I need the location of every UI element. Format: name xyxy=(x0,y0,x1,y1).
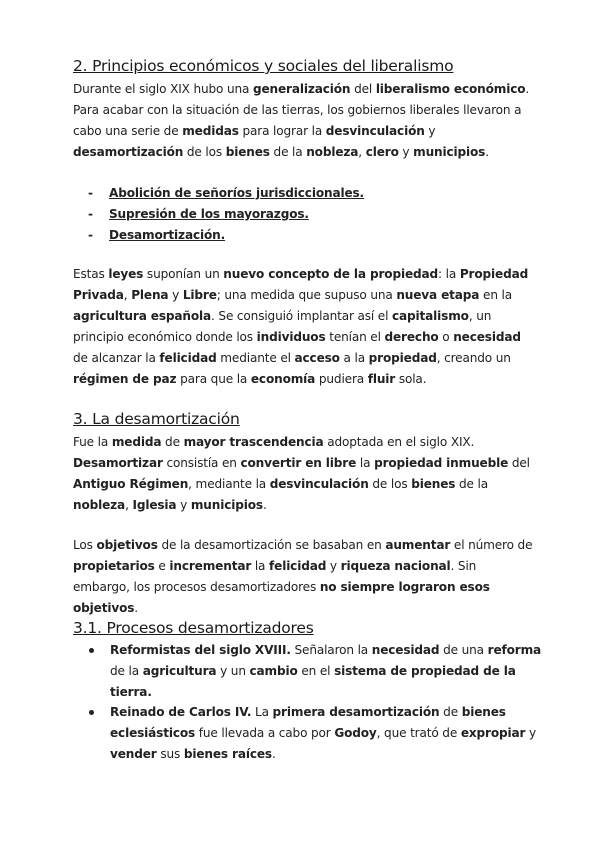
text-run: y xyxy=(326,559,341,573)
text-run: y xyxy=(168,288,183,302)
text-run: de la xyxy=(269,145,307,159)
bold-text: expropiar xyxy=(460,726,526,740)
bold-text: Iglesia xyxy=(132,498,177,512)
list-item-abolicion: - Abolición de señoríos jurisdiccionales. xyxy=(88,183,364,204)
bold-text: propietarios xyxy=(73,559,155,573)
text-run: Fue la xyxy=(73,435,112,449)
text-run: . Se consiguió implantar así el xyxy=(211,309,392,323)
bold-text: fluir xyxy=(367,372,396,386)
bold-text: municipios xyxy=(190,498,263,512)
text-run: Los xyxy=(73,538,97,552)
text-run: , que trató de xyxy=(376,726,461,740)
text-run: . xyxy=(271,747,276,761)
bold-text: no siempre lograron esos objetivos xyxy=(73,580,490,615)
bold-text: incrementar xyxy=(169,559,252,573)
text-run: de xyxy=(161,435,184,449)
list-item-supresion: - Supresión de los mayorazgos. xyxy=(88,204,364,225)
bold-text: Plena xyxy=(131,288,169,302)
bold-text: municipios xyxy=(413,145,486,159)
bold-text: derecho xyxy=(384,330,439,344)
text-run: , xyxy=(123,288,132,302)
heading-desamortizacion: 3. La desamortización xyxy=(73,410,240,428)
text-run: , creando un xyxy=(436,351,511,365)
paragraph-generalizacion xyxy=(73,79,533,163)
text-run: adoptada en el siglo XIX. xyxy=(323,435,475,449)
bold-text: bienes xyxy=(411,477,456,491)
text-run: , xyxy=(125,498,133,512)
bold-text: bienes eclesiásticos xyxy=(110,705,506,740)
bold-text: acceso xyxy=(294,351,340,365)
text-run: sus xyxy=(156,747,184,761)
bold-text: clero xyxy=(365,145,399,159)
bold-text: necesidad xyxy=(371,643,440,657)
paragraph-leyes xyxy=(73,264,533,390)
text-run: la xyxy=(356,456,375,470)
heading-procesos: 3.1. Procesos desamortizadores xyxy=(73,619,314,637)
list-item-desamortizacion: - Desamortización. xyxy=(88,225,364,246)
bold-text: aumentar xyxy=(385,538,451,552)
text-run: de los xyxy=(368,477,412,491)
bold-text: capitalismo xyxy=(391,309,469,323)
bullet-carlos-iv xyxy=(88,702,550,765)
bold-text: felicidad xyxy=(159,351,217,365)
bold-text: liberalismo económico xyxy=(375,82,526,96)
bold-text: primera desamortización xyxy=(272,705,440,719)
text-run: : la xyxy=(438,267,460,281)
measures-list xyxy=(88,183,364,246)
text-run: y xyxy=(398,145,414,159)
bold-text: objetivos xyxy=(96,538,158,552)
text-run: del xyxy=(508,456,530,470)
text-run: fue llevada a cabo por xyxy=(195,726,335,740)
text-run: , mediante la xyxy=(188,477,270,491)
text-run: de alcanzar la xyxy=(73,351,160,365)
text-run: a la xyxy=(339,351,369,365)
text-run: de la xyxy=(110,664,143,678)
bold-text: riqueza nacional xyxy=(340,559,451,573)
bold-text: desvinculación xyxy=(325,124,425,138)
bold-text: vender xyxy=(110,747,157,761)
bold-text: desvinculación xyxy=(269,477,369,491)
bold-text: agricultura española xyxy=(73,309,212,323)
bold-text: Libre xyxy=(182,288,217,302)
text-run: o xyxy=(438,330,454,344)
bullet-reformistas xyxy=(88,640,550,703)
bold-text: agricultura xyxy=(142,664,217,678)
bold-text: necesidad xyxy=(453,330,521,344)
bold-text: nueva etapa xyxy=(396,288,480,302)
bold-text: medidas xyxy=(182,124,239,138)
text-run: , xyxy=(358,145,366,159)
text-run: de los xyxy=(183,145,226,159)
text-run: Señalaron la xyxy=(290,643,372,657)
text-run: e xyxy=(154,559,170,573)
text-run: . xyxy=(262,498,267,512)
bold-text: sistema de propiedad de la tierra. xyxy=(110,664,516,699)
bold-text: felicidad xyxy=(269,559,327,573)
text-run: tenían el xyxy=(325,330,385,344)
bold-text: Godoy xyxy=(334,726,377,740)
bold-text: nobleza xyxy=(306,145,359,159)
bold-text: nobleza xyxy=(73,498,126,512)
bold-text: Reinado de Carlos IV. xyxy=(110,705,252,719)
bold-text: mayor trascendencia xyxy=(183,435,324,449)
text-run: de xyxy=(439,705,462,719)
text-run: Durante el siglo XIX hubo una xyxy=(73,82,253,96)
text-run: y xyxy=(176,498,191,512)
text-run: y xyxy=(525,726,537,740)
paragraph-objetivos xyxy=(73,535,533,619)
bold-text: economía xyxy=(250,372,316,386)
text-run: la xyxy=(251,559,270,573)
paragraph-medida xyxy=(73,432,533,516)
text-run: para que la xyxy=(176,372,251,386)
text-run: y un xyxy=(216,664,250,678)
text-run: . Sin embargo, los procesos desamortizadores xyxy=(73,559,477,594)
text-run: del xyxy=(350,82,376,96)
text-run: . xyxy=(134,601,138,615)
text-run: de la xyxy=(455,477,488,491)
bold-text: nuevo concepto de la propiedad xyxy=(223,267,439,281)
bold-text: bienes raíces xyxy=(183,747,272,761)
bold-text: régimen de paz xyxy=(73,372,177,386)
bold-text: medida xyxy=(111,435,162,449)
text-run: en el xyxy=(297,664,335,678)
text-run: de la desamortización se basaban en xyxy=(157,538,386,552)
text-run: suponían un xyxy=(143,267,224,281)
text-run: pudiera xyxy=(315,372,368,386)
text-run: consistía en xyxy=(162,456,241,470)
text-run: , un principio económico donde los xyxy=(73,309,492,344)
text-run: para lograr la xyxy=(238,124,326,138)
text-run: de una xyxy=(439,643,488,657)
text-run: mediante el xyxy=(216,351,295,365)
bold-text: propiedad xyxy=(368,351,437,365)
bold-text: generalización xyxy=(252,82,351,96)
bold-text: leyes xyxy=(108,267,144,281)
bold-text: desamortización xyxy=(73,145,184,159)
heading-principios: 2. Principios económicos y sociales del liberalismo xyxy=(73,57,454,75)
bold-text: Propiedad Privada xyxy=(73,267,529,302)
text-run: sola. xyxy=(395,372,427,386)
bold-text: convertir en libre xyxy=(240,456,357,470)
bold-text: bienes xyxy=(225,145,270,159)
bold-text: Antiguo Régimen xyxy=(73,477,189,491)
bold-text: propiedad inmueble xyxy=(374,456,509,470)
text-run: . Para acabar con la situación de las tierras, los gobiernos liberales llevaron a cabo una serie de xyxy=(73,82,530,138)
bold-text: reforma xyxy=(487,643,542,657)
text-run: el número de xyxy=(450,538,533,552)
bold-text: cambio xyxy=(249,664,298,678)
text-run: y xyxy=(424,124,436,138)
text-run: ; una medida que supuso una xyxy=(216,288,397,302)
text-run: Estas xyxy=(73,267,109,281)
text-run: en la xyxy=(479,288,512,302)
bold-text: Reformistas del siglo XVIII. xyxy=(110,643,291,657)
bold-text: individuos xyxy=(256,330,326,344)
text-run: La xyxy=(251,705,273,719)
text-run: . xyxy=(485,145,489,159)
bold-text: Desamortizar xyxy=(73,456,163,470)
